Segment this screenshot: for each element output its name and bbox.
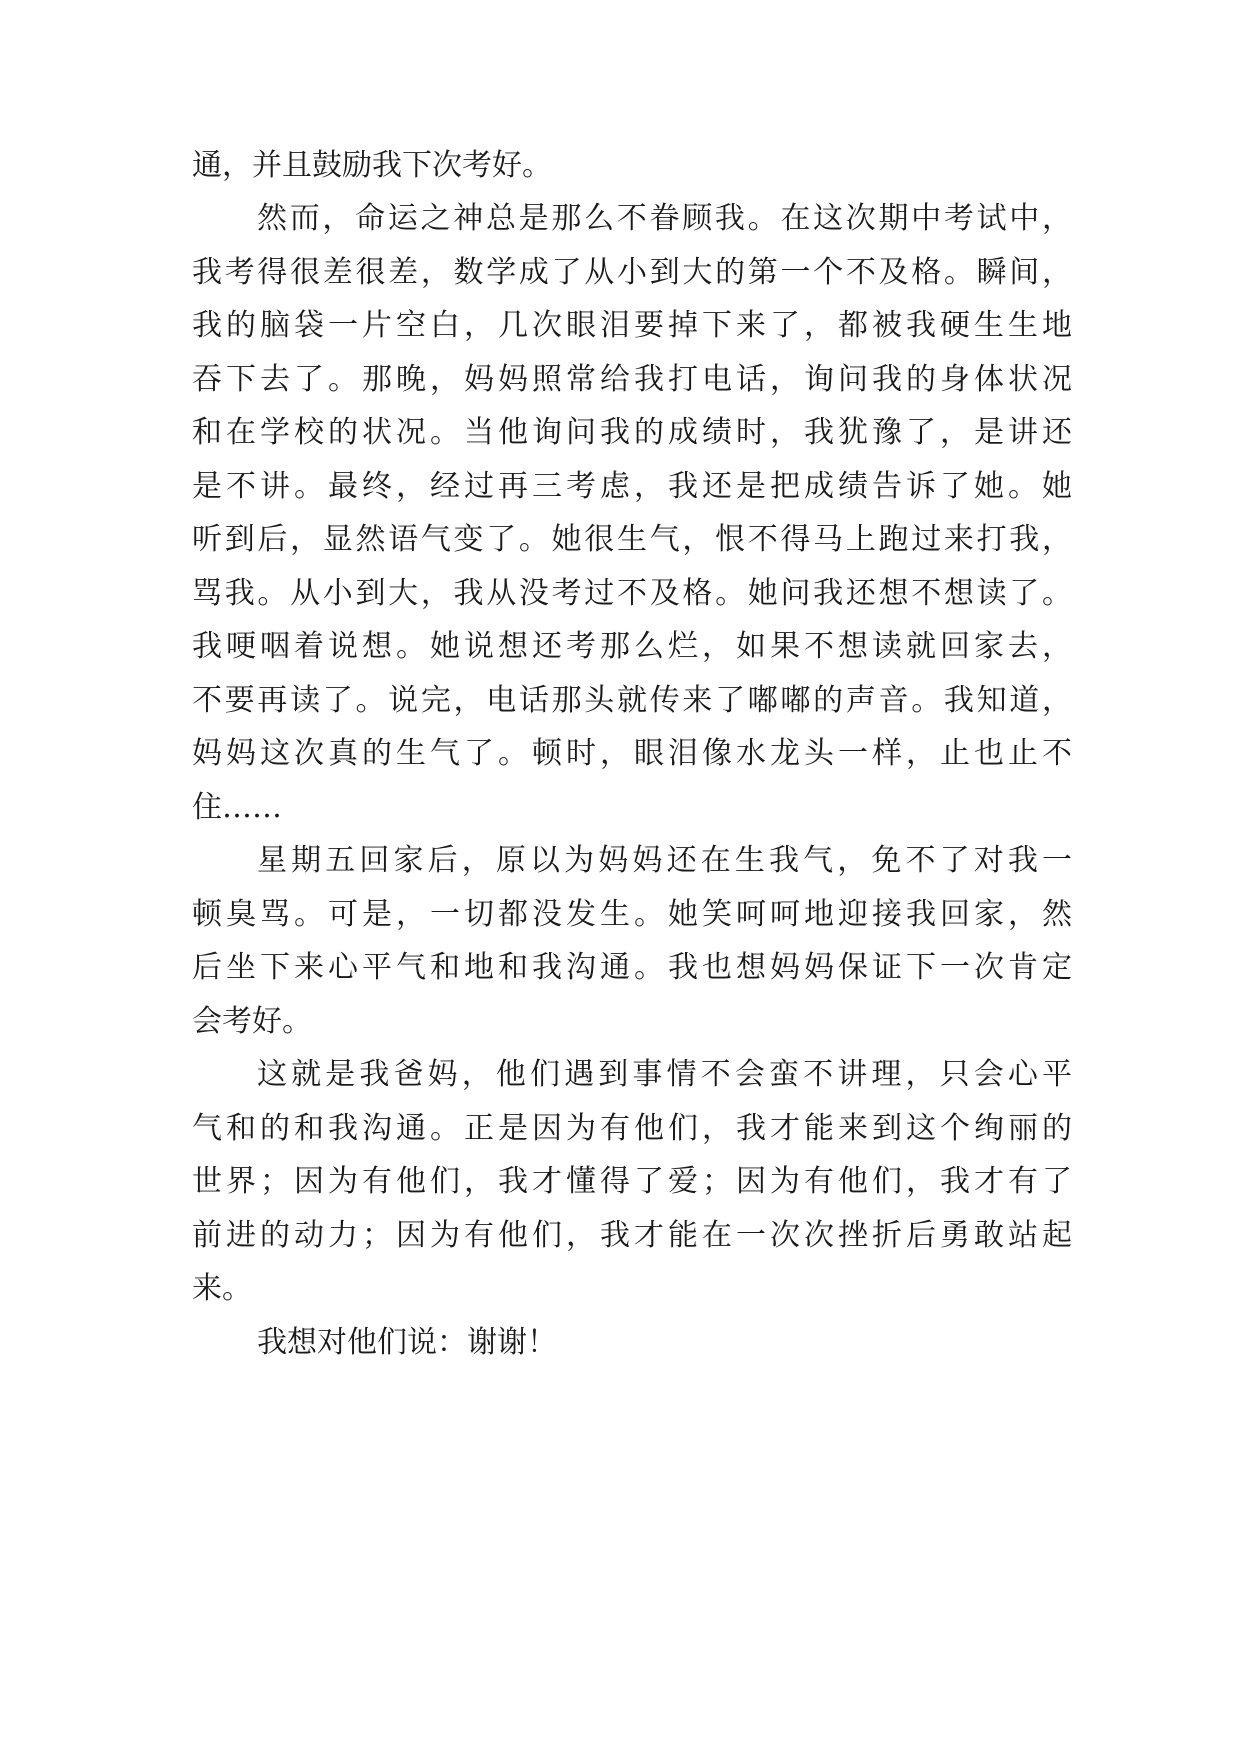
text-line: 后坐下来心平气和地和我沟通。我也想妈妈保证下一次肯定 <box>192 950 1072 985</box>
text-line: 我的脑袋一片空白，几次眼泪要掉下来了，都被我硬生生地 <box>192 308 1072 343</box>
text-line: 我哽咽着说想。她说想还考那么烂，如果不想读就回家去， <box>192 629 1072 664</box>
text-line: 世界；因为有他们，我才懂得了爱；因为有他们，我才有了 <box>192 1164 1072 1199</box>
text-line: 会考好。 <box>192 1004 312 1039</box>
text-line: 通，并且鼓励我下次考好。 <box>192 148 552 183</box>
text-line: 来。 <box>192 1271 252 1306</box>
text-line: 和在学校的状况。当他询问我的成绩时，我犹豫了，是讲还 <box>192 415 1072 450</box>
text-line: 顿臭骂。可是，一切都没发生。她笑呵呵地迎接我回家，然 <box>192 897 1072 932</box>
text-line: 吞下去了。那晚，妈妈照常给我打电话，询问我的身体状况 <box>192 362 1072 397</box>
text-line: 星期五回家后，原以为妈妈还在生我气，免不了对我一 <box>257 843 1072 878</box>
text-line: 妈妈这次真的生气了。顿时，眼泪像水龙头一样，止也止不 <box>192 736 1072 771</box>
text-line: 然而，命运之神总是那么不眷顾我。在这次期中考试中， <box>257 201 1072 236</box>
text-line: 前进的动力；因为有他们，我才能在一次次挫折后勇敢站起 <box>192 1218 1072 1253</box>
text-line: 住…… <box>192 790 282 825</box>
text-line: 不要再读了。说完，电话那头就传来了嘟嘟的声音。我知道， <box>192 683 1072 718</box>
text-line: 气和的和我沟通。正是因为有他们，我才能来到这个绚丽的 <box>192 1111 1072 1146</box>
text-line: 是不讲。最终，经过再三考虑，我还是把成绩告诉了她。她 <box>192 469 1072 504</box>
text-line: 听到后，显然语气变了。她很生气，恨不得马上跑过来打我， <box>192 522 1072 557</box>
text-line: 我想对他们说：谢谢！ <box>257 1325 557 1360</box>
text-line: 这就是我爸妈，他们遇到事情不会蛮不讲理，只会心平 <box>257 1057 1072 1092</box>
text-line: 我考得很差很差，数学成了从小到大的第一个不及格。瞬间， <box>192 255 1072 290</box>
text-line: 骂我。从小到大，我从没考过不及格。她问我还想不想读了。 <box>192 576 1072 611</box>
